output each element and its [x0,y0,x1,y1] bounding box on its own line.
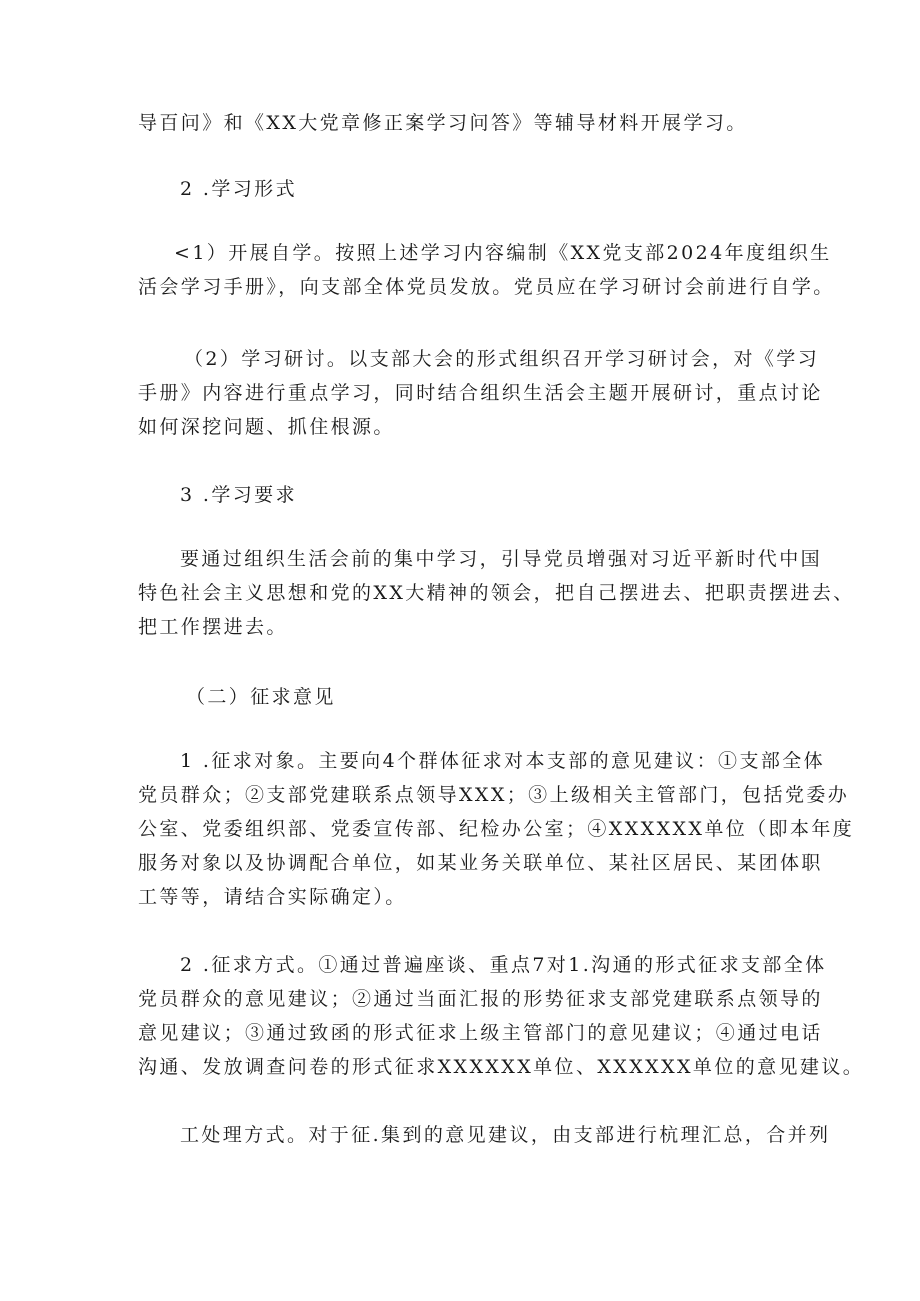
text-line: （二）征求意见 [186,686,336,708]
heading-study-requirements [180,478,840,512]
text-line: 把工作摆进去。 [138,616,288,638]
text-line: 2 .征求方式。①通过普遍座谈、重点7对1.沟通的形式征求支部全体 [180,954,827,976]
text-line: <1）开展自学。按照上述学习内容编制《XX党支部2024年度组织生 [174,242,832,264]
text-line: 手册》内容进行重点学习，同时结合组织生活会主题开展研讨，重点讨论 [138,382,823,404]
text-line: 工处理方式。对于征.集到的意见建议，由支部进行杭理汇总，合并列 [180,1124,831,1146]
heading-study-format [180,172,840,206]
heading-solicit-opinions [186,680,846,714]
text-line: 如何深挖问题、抓住根源。 [138,416,395,438]
paragraph-study-discussion [138,342,823,444]
text-line: 党员群众；②支部党建联系点领导XXX；③上级相关主管部门，包括党委办 [138,784,850,806]
text-line: 要通过组织生活会前的集中学习，引导党员增强对习近平新时代中国 [180,548,823,570]
text-line: 公室、党委组织部、党委宣传部、纪检办公室；④XXXXXX单位（即本年度 [138,818,855,840]
text-line: 1 .征求对象。主要向4个群体征求对本支部的意见建议：①支部全体 [180,750,826,772]
paragraph-study-requirements [138,542,855,644]
text-line: 工等等，请结合实际确定）。 [138,886,407,908]
text-line: 3 .学习要求 [180,484,297,506]
text-line: 服务对象以及协调配合单位，如某业务关联单位、某社区居民、某团体职 [138,852,823,874]
paragraph-handling-method [138,1118,831,1152]
text-line: 2 .学习形式 [180,178,297,200]
paragraph-study-materials [138,106,798,140]
text-line: 沟通、发放调查问卷的形式征求XXXXXX单位、XXXXXX单位的意见建议。 [138,1056,865,1078]
paragraph-solicit-methods [138,948,865,1084]
paragraph-self-study [138,236,835,304]
text-line: 导百问》和《XX大党章修正案学习问答》等辅导材料开展学习。 [138,112,748,134]
text-line: 活会学习手册》，向支部全体党员发放。党员应在学习研讨会前进行自学。 [138,276,835,298]
text-line: 党员群众的意见建议；②通过当面汇报的形势征求支部党建联系点领导的 [138,988,823,1010]
text-line: 特色社会主义思想和党的XX大精神的领会，把自己摆进去、把职责摆进去、 [138,582,855,604]
paragraph-solicit-targets [138,744,855,914]
text-line: 意见建议；③通过致函的形式征求上级主管部门的意见建议；④通过电话 [138,1022,823,1044]
text-line: （2）学习研讨。以支部大会的形式组织召开学习研讨会，对《学习 [184,348,820,370]
